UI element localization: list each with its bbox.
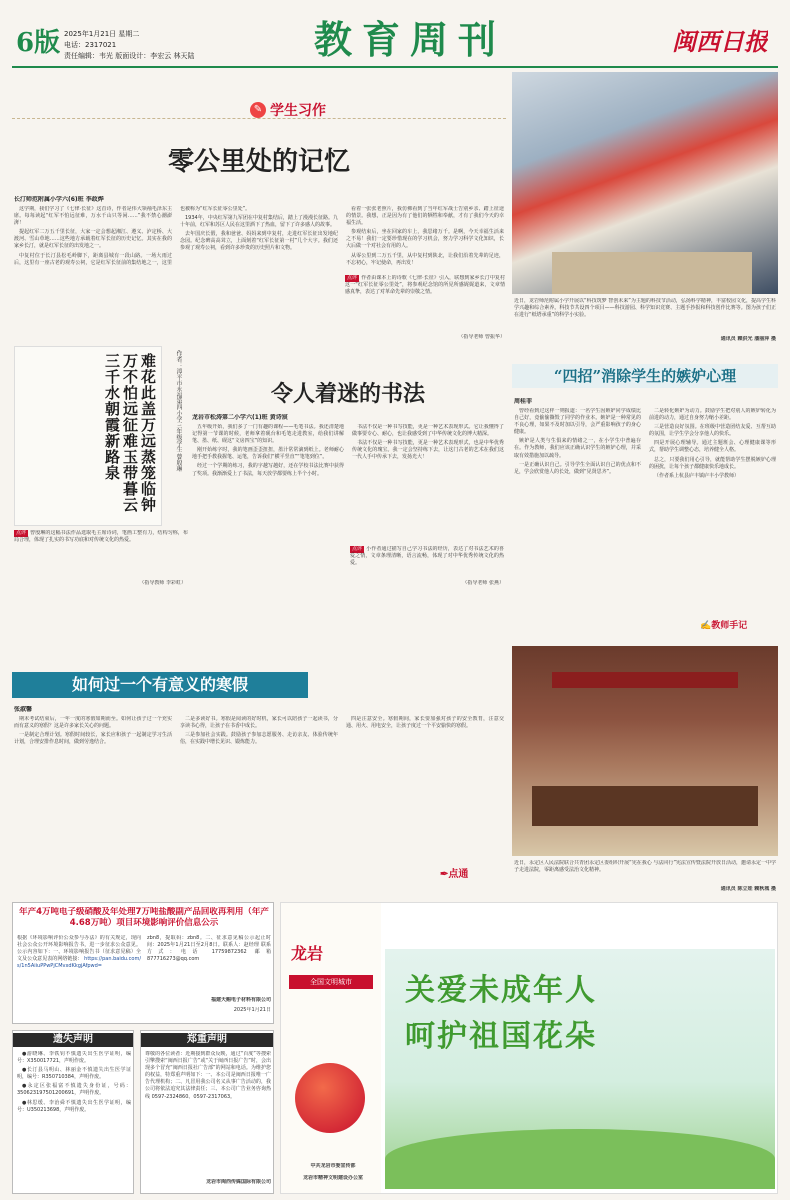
comment-text: 作者由课本上的诗歌《七律·长征》引入，联想到家乡长汀中复村这一“红军长征零公里处”，将参观纪念馆的所见所感娓娓道来，文章情感真挚，表达了对革命先辈的崇敬之情。 [345, 275, 505, 296]
notice-eia-date: 2025年1月21日 [233, 1007, 271, 1013]
lost-item: ●林思缓、李治舜不慎遗失出生医学证明，编号：U350213698，声明作废。 [17, 1099, 131, 1113]
ad-banner [385, 949, 775, 1189]
notice-eia-body [17, 935, 141, 1021]
masthead-rule [12, 66, 778, 68]
article4-paragraph: 二是多读好书。寒假是阅读的好时机，家长可以陪孩子一起读书，分享读书心得，让孩子在书香中成长。 [180, 716, 338, 730]
photo-court-open-day [512, 646, 778, 856]
article2-teacher: （指导老师 张燕） [462, 580, 504, 586]
article4-paragraph: 一是制定合理计划。寒假时间较长，家长应和孩子一起制定学习生活计划，合理安排作息时间，做到劳逸结合。 [14, 732, 172, 746]
ad-foot-1: 中共龙岩市委宣传部 [310, 1163, 356, 1169]
notice-statement-title: 郑重声明 [141, 1033, 273, 1047]
pen-icon: ✍ [700, 621, 712, 631]
article2-paragraph: 书法不仅是一种书写技能，更是一种艺术表现形式。它让我懂得了做事要专心、耐心，也让我感受到了中华传统文化的博大精深。 [352, 424, 504, 438]
brush-icon: ✒ [440, 869, 449, 880]
calligraphy-artwork [14, 346, 162, 526]
article2-paragraph: 五年级开始，我们多了一门有趣的课程——毛笔书法。我还清楚地记得第一节课的时候，老师拿着砚台和毛笔走进教室，给我们讲解笔、墨、纸、砚这“文房四宝”的知识。 [192, 424, 344, 445]
article1-comment [345, 275, 505, 331]
notice-lost-items [17, 1051, 131, 1191]
masthead-phone: 电话：2317021 [64, 41, 117, 49]
calligraphy-comment [14, 530, 188, 586]
court-banner [552, 672, 738, 688]
notice-eia-org: 福建天赐电子材料有限公司 [210, 997, 271, 1003]
masthead-editors: 责任编辑：韦光 版面设计：李宏云 林天陆 [64, 52, 195, 60]
ad-tag: 全国文明城市 [289, 975, 373, 989]
article1-paragraph: 去年国庆长假，我和爸爸、妈妈来到中复村，走进红军长征出发地纪念园。纪念碑高高耸立，上面刻着“红军长征第一村”几个大字。我们还参观了观寿公祠，看到许多珍贵的历史照片和文物。 [180, 231, 338, 252]
article1-teacher: （指导老师 曾振华） [458, 334, 505, 340]
article3-paragraph: 三是营造良好氛围。在班级中营造团结友爱、互帮互助的氛围，让学生学会分享他人的快乐。 [649, 424, 776, 438]
article3-paragraph: 曾经看到过这样一则报道：一名学生因嫉妒同学成绩比自己好，竟偷偷撕毁了同学的作业本。嫉妒是一种常见的不良心理，如果不及时加以引导，会严重影响孩子的身心健康。 [514, 408, 641, 436]
article3-paragraph: 一是正确认识自己。引导学生全面认识自己的优点和不足，学会欣赏他人的长处，做到“见贤思齐”。 [514, 461, 641, 475]
notice-lost-title: 遗失声明 [13, 1033, 133, 1047]
article2-body [192, 424, 504, 544]
pencil-icon: ✎ [250, 102, 266, 118]
court-table [532, 786, 758, 826]
article1-paragraph: 中复村位于长汀县松毛岭脚下，距离县城有一段山路。一场大雨过后，这里有一座古老的观寿公祠，它是红军长征前的集结地之一，这里也被称为“红军长征零公里处”。 [14, 206, 251, 266]
comment-text: 小作者通过描写自己学习书法的经历，表达了对书法艺术的喜爱之情，文章条理清晰，语言流畅，体现了对中华优秀传统文化的热爱。 [350, 546, 504, 567]
article1-paragraph: 看着一张张老照片，我仿佛看到了当年红军战士告别乡亲、踏上征途的情景。我想，正是因为有了他们的牺牲和奉献，才有了我们今天的幸福生活。 [346, 206, 504, 227]
article1-paragraph: 1934年，中央红军第九军团在中复村集结后，踏上了漫漫长征路。九十年前，红军和苏区人民在这里洒下了热血，留下了许多感人的故事。 [180, 215, 338, 229]
notice-eia-body2: zbn8，提取码：zbn8。二、征求意见稿公示起止时间：2025年1月21日至2月8日。联系人：赵经理 联系方式：电话 17759872362 邮箱 877716273@qq.com [147, 935, 271, 963]
photo2-credit: 通讯员 陈立娃 赖秋城 摄 [720, 886, 776, 892]
photo1-caption: 近日，龙岩师范附属小学开展以“科技筑梦 智创未来”为主题的科技节活动，弘扬科学精神，丰富校园文化，提高学生科学兴趣和综合素养。科技节共设四个项目——科技游园、科学知识竞赛、主题手抄报和科技创作比赛等。图为孩子们正在进行“纸塔承重”的科学小实验。 [514, 298, 776, 319]
comment-text: 曾殷琳的这幅书法作品选取毛主席诗词，笔画工整有力，结构匀称，布局合理，体现了扎实的书写功底和对传统文化的热爱。 [14, 530, 188, 544]
ad-headline-1: 关爱未成年人 [405, 973, 597, 1008]
lost-item: ●永定区张福富不慎遗失身份证，号码：350623197501200691，声明作废。 [17, 1083, 131, 1097]
calligraphy-caption: 作者：漳平市永福第四小学三年级学生 曾殷琳 [175, 350, 182, 472]
article3-title: “四招”消除学生的嫉妒心理 [512, 364, 778, 388]
article4-body [14, 716, 504, 894]
masthead [0, 0, 790, 70]
article1-paragraph: 从零公里到二万五千里，从中复村到陕北，让我们沿着先辈的足迹，不忘初心，牢记使命，再出发！ [346, 252, 504, 266]
article2-author: 龙岩市松涛第二小学六(1)班 黄诗宸 [192, 414, 288, 421]
ad-left-panel [281, 903, 381, 1193]
article1-paragraph: 参观结束后，坐在回家的车上，我思绪万千。是啊，今天幸福生活来之不易！我们一定要珍惜现在的学习机会，努力学习科学文化知识，长大后做一个对社会有用的人。 [346, 229, 504, 250]
article4-title: 如何过一个有意义的寒假 [12, 672, 308, 698]
teacher-notes-text: 教师手记 [711, 621, 748, 631]
notice-lost [12, 1030, 134, 1194]
masthead-date: 2025年1月21日 星期二 [64, 30, 140, 38]
page-number: 6版 [16, 28, 61, 58]
photo1-credit: 通讯员 赖洪光 潘丽萍 摄 [720, 336, 776, 342]
public-service-ad [280, 902, 778, 1194]
article4-author: 张淑馨 [14, 706, 33, 713]
notice-eia-title: 年产4万吨电子级硝酸及年处理7万吨盐酸副产品回收再利用（年产4.68万吨）项目环境影响评价信息公示 [19, 907, 269, 929]
ad-mascot [295, 1063, 365, 1133]
notice-statement-body: 尊敬的各位读者：近期接到群众反映，通过“百度”等搜索引擎搜索“闽西日报广告”或“关于闽西日报广告”时，会出现多个冒充“闽西日报社广告部”的网站和电话。为维护您的权益，特郑重声明如下：一、本公司是闽西日报唯一广告代理机构；二、凡冒用我公司名义从事广告活动的，我公司将依法追究其法律责任；三、本公司广告业务咨询热线 0597-2324860、0597-2317063。 [145, 1051, 271, 1100]
ad-headline-2: 呵护祖国花朵 [405, 1019, 597, 1054]
notice-eia [12, 902, 274, 1024]
notice-eia-link[interactable]: https://pan.baidu.com/s/1n5AiiuPPwPjCMvxdKkgjAfpwd= [17, 956, 141, 970]
article4-paragraph: 四是注意安全。寒假期间，家长要加强对孩子的安全教育，注意交通、用火、用电安全，让孩子度过一个平安愉快的寒假。 [346, 716, 504, 730]
photo2-caption: 近日，永定区人民法院联合共青团永定区委组织开展“宪在我心 与法同行”宪法宣传暨法院开放日活动，邀请永定一中学子走进法院，零距离感受法治文化精神。 [514, 860, 776, 874]
article2-paragraph: 刚开始练字时，我的笔画歪歪扭扭，墨汁常常滴到纸上。老师耐心地手把手教我握笔、运笔，告诉我们“横平竖直”“笔笔到位”。 [192, 447, 344, 461]
article3-footer: （作者系上杭县庐丰镇庐丰小学教师） [654, 472, 740, 479]
notice-statement [140, 1030, 274, 1194]
comment-tag: 点评 [16, 530, 27, 536]
photo-science-day [512, 72, 778, 294]
article2-comment [350, 546, 504, 582]
calligraphy-text: 难花此盖万远蒸笼临钟万不怕远征难玉带暮云三千水朝霞新路泉 [103, 353, 157, 513]
article1-author: 长汀师范附属小学六(6)班 李政烨 [14, 196, 104, 203]
lost-item: ●游晓琳、李铁钊不慎遗失出生医学证明，编号：X350017721，声明作废。 [17, 1051, 131, 1065]
article3-author: 周桂菲 [514, 398, 533, 405]
article1-paragraph: 提起红军二万五千里长征，大家一定会想起湘江、遵义、泸定桥、大渡河、雪山草地……这些地方承载着红军长征的历史记忆。其实在我的家乡长汀，就是红军长征的出发地之一。 [14, 229, 172, 250]
article3-paragraph: 四是开展心理辅导。通过主题班会、心理健康课等形式，帮助学生调整心态，培养健全人格。 [649, 440, 776, 454]
article3-paragraph: 二是转化嫉妒为动力。鼓励学生把对别人的嫉妒转化为前进的动力，通过自身努力缩小差距。 [649, 408, 776, 422]
lost-item: ●长汀县马明山、林丽金不慎遗失出生医学证明，编号：R350710384，声明作废。 [17, 1067, 131, 1081]
ad-grass [385, 1129, 775, 1189]
article3-paragraph: 嫉妒是人类与生俱来的情绪之一，在小学生中普遍存在。作为教师，我们应该正确认识学生的嫉妒心理，并采取有效措施加以疏导。 [514, 438, 641, 459]
notice-statement-org: 龙岩市闽西传媒国际有限公司 [205, 1179, 271, 1185]
column-label-text: 学生习作 [270, 103, 326, 119]
article4-label-text: 点通 [448, 869, 469, 880]
article2-paragraph: 经过一个学期的练习，我的字越写越好，还在学校书法比赛中获得了奖项。我渐渐爱上了书法，每天放学都要练上半个小时。 [192, 463, 344, 477]
notice-eia-text: 根据《环境影响评价公众参与办法》的有关规定，现向社会公众公开环境影响报告书，进一步征求公众意见。公示内容如下：一、环境影响报告书（征求意见稿）全文及公众意见表的网络链接： [17, 935, 141, 963]
article2-title: 令人着迷的书法 [270, 381, 425, 407]
newspaper-logo: 闽西日报 [672, 27, 768, 56]
article4-paragraph: 期末考试结束后，一年一度的寒假如期而至。如何让孩子过一个充实而有意义的寒假？这是许多家长关心的问题。 [14, 716, 172, 730]
article4-label [440, 868, 468, 882]
photo-table [552, 252, 752, 294]
article2-paragraph: 书法不仅是一种书写技能，更是一种艺术表现形式，也是中华优秀传统文化的瑰宝。我一定会坚持练下去，让这门古老的艺术在我们这一代人手中传承下去，发扬光大！ [352, 440, 504, 461]
article3-paragraph: 总之，只要我们用心引导，就能帮助学生摆脱嫉妒心理的困扰，让每个孩子都健康快乐地成长。 [649, 456, 776, 470]
comment-tag: 点评 [352, 546, 363, 552]
article1-paragraph: 这学期，我们学习了《七律·长征》这首诗，作者是伟大领袖毛泽东主席。每每读起“红军不怕远征难，万水千山只等闲……”我不禁心潮澎湃！ [14, 206, 172, 227]
calligraphy-teacher: （指导教师 李彩虹） [139, 580, 186, 586]
article4-paragraph: 三是参加社会实践。鼓励孩子参加志愿服务、走访亲友、体验传统年俗，在实践中增长见识、锻炼能力。 [180, 732, 338, 746]
ad-foot-2: 龙岩市精神文明建设办公室 [302, 1175, 363, 1181]
teacher-notes-label [700, 620, 747, 632]
article3-body [514, 408, 776, 626]
comment-tag: 点评 [347, 275, 358, 281]
article1-title: 零公里处的记忆 [167, 147, 350, 177]
ad-logo: 龙岩 [291, 944, 324, 963]
section-title: 教育周刊 [313, 17, 506, 62]
